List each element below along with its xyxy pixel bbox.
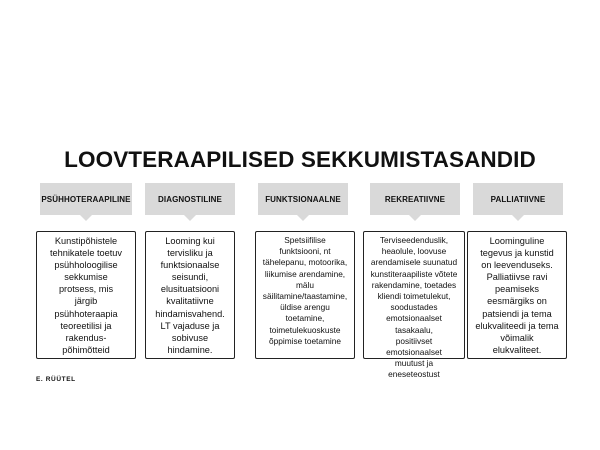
column-header: REKREATIIVNE — [370, 183, 460, 215]
column-description: Loominguline tegevus ja kunstid on leevenduseks. Palliatiivse ravi peamiseks eesmärgiks on patsiendi ja tema elukvaliteedi ja tema võimalik elukvaliteet. — [467, 231, 567, 359]
column-header: FUNKTSIONAALNE — [258, 183, 348, 215]
column-header: PALLIATIIVNE — [473, 183, 563, 215]
diagram-title: LOOVTERAAPILISED SEKKUMISTASANDID — [64, 147, 536, 172]
column-header: PSÜHHOTERAAPILINE — [40, 183, 132, 215]
column-description: Looming kui tervisliku ja funktsionaalse seisundi, elusituatsiooni kvalitatiivne hindamisvahend. LT vajaduse ja sobivuse hindamine. — [145, 231, 235, 359]
column-description: Kunstipõhistele tehnikatele toetuv psühholoogilise sekkumise protsess, mis järgib psühhoteraapia teoreetilisi ja rakendus- põhimõtteid — [36, 231, 136, 359]
column-description: Terviseedenduslik, heaolule, loovuse arendamisele suunatud kunstiteraapiliste võtete rakendamine, toetades kliendi toimetulekut, soodustades emotsionaalset tasakaalu, positiivset emotsionaalset muutust ja eneseteostust — [363, 231, 465, 359]
author-credit: E. RÜÜTEL — [36, 376, 76, 383]
column-description: Spetsiifilise funktsiooni, nt tähelepanu, motoorika, liikumise arendamine, mälu säilitamine/taastamine, üldise arengu toetamine, toimetulekuoskuste õppimise toetamine — [255, 231, 355, 359]
column-header: DIAGNOSTILINE — [145, 183, 235, 215]
